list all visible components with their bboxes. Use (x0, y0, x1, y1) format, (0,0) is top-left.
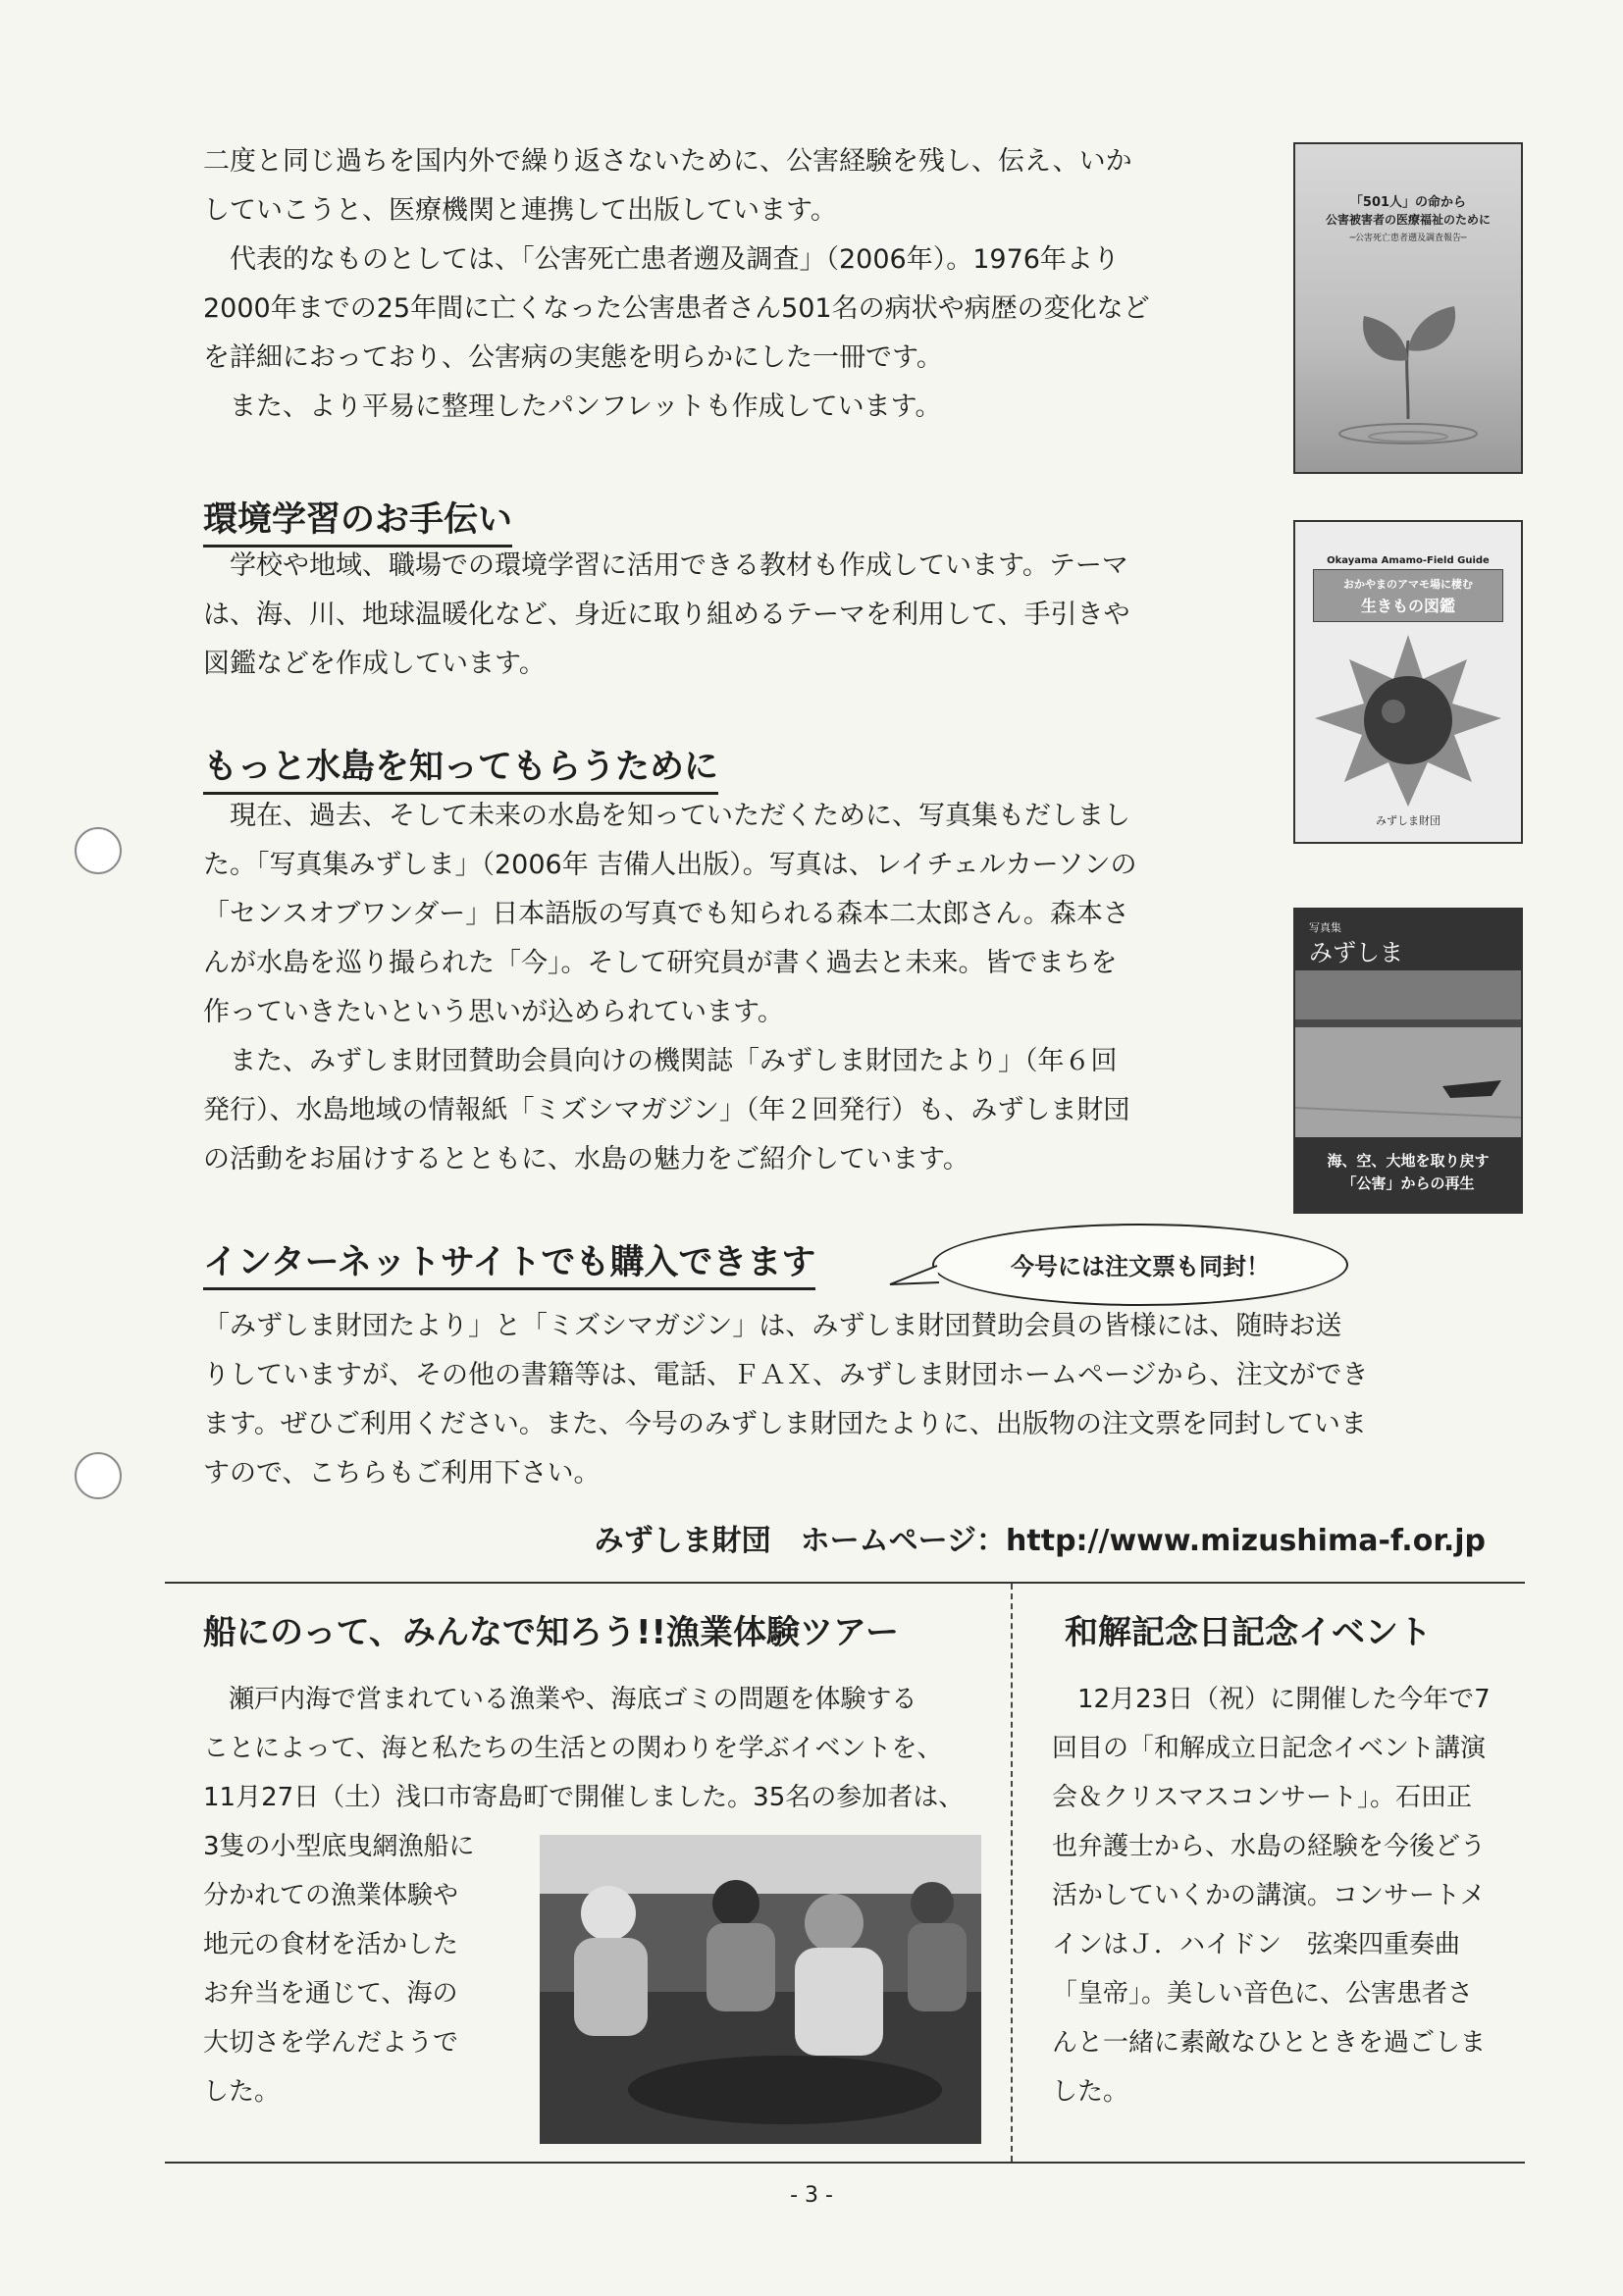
cover1-subtitle: ─公害死亡患者遡及調査報告─ (1349, 234, 1467, 243)
cover3-label: 写真集 (1309, 921, 1341, 934)
cover-amamo-field-guide (1293, 520, 1523, 844)
cover-photo-book-mizushima (1293, 908, 1523, 1214)
speech-bubble (932, 1224, 1348, 1306)
bubble-tail (888, 1261, 947, 1290)
cover3-slogan-a: 海、空、大地を取り戻す (1327, 1152, 1490, 1170)
tidal-flat-photo (1295, 970, 1521, 1137)
cover-501-report (1293, 142, 1523, 474)
cover2-title-b: 生きもの図鑑 (1360, 597, 1455, 615)
fishing-tour-paragraph-side: 3隻の小型底曳網漁船に 分かれての漁業体験や 地元の食材を活かした お弁当を通じて、海の 大切さを学んだようで した。 (203, 1832, 475, 2107)
punch-hole-top (75, 827, 122, 874)
heading-internet-purchase: インターネットサイトでも購入できます (203, 1238, 815, 1290)
cover2-title-a: おかやまのアマモ場に棲む (1343, 578, 1473, 591)
peace-event-paragraph: 12月23日（祝）に開催した今年で7 回目の「和解成立日記念イベント講演 会＆クリスマスコンサート」。石田正 也弁護士から、水島の経験を今後どう 活かしていくかの講演。コンサートメ インはＪ．ハイドン 弦楽四重奏曲 「皇帝」。美しい音色に、公害患者さ んと一緒に素敵なひとときを過ごしま した。 (1052, 1685, 1491, 2107)
homepage-url[interactable]: みずしま財団 ホームページ：http://www.mizushima-f.or.jp (594, 1524, 1486, 1558)
peace-event-title: 和解記念日記念イベント (1065, 1613, 1432, 1652)
cover3-title: みずしま (1309, 939, 1403, 966)
cover2-title-panel (1313, 569, 1503, 622)
intro-paragraph: 二度と同じ過ちを国内外で繰り返さないために、公害経験を残し、伝え、いか していこうと、医療機関と連携して出版しています。 代表的なものとしては、「公害死亡患者遡及調査」（2006年）。1976年より 2000年までの25年間に亡くなった公害患者さん501名の病状や病歴の変化など を詳細におっており、公害病の実態を明らかにした一冊です。 また、より平易に整理したパンフレットも作成しています。 (203, 146, 1150, 422)
env-paragraph: 学校や地域、職場での環境学習に活用できる教材も作成しています。テーマ は、海、川、地球温暖化など、身近に取り組めるテーマを利用して、手引きや 図鑑などを作成しています。 (203, 550, 1130, 679)
cover1-title-b: 公害被害者の医療福祉のために (1325, 213, 1491, 227)
sun-illustration (1295, 625, 1521, 821)
cover2-publisher: みずしま財団 (1376, 814, 1440, 827)
know-paragraph: 現在、過去、そして未来の水島を知っていただくために、写真集もだしまし た。「写真集みずしま」（2006年 吉備人出版）。写真は、レイチェルカーソンの 「センスオブワンダー」日本語版の写真でも知られる森本二太郎さん。森本さ んが水島を巡り撮られた「今」。そして研究員が書く過去と未来。皆でまちを 作っていきたいという思いが込められています。 また、みずしま財団賛助会員向けの機関誌「みずしま財団たより」（年６回 発行）、水島地域の情報紙「ミズシマガジン」（年２回発行）も、みずしま財団 の活動をお届けするとともに、水島の魅力をご紹介しています。 (203, 801, 1137, 1174)
bubble-text: 今号には注文票も同封！ (1011, 1253, 1270, 1280)
punch-hole-bottom (75, 1452, 122, 1499)
fishing-tour-paragraph: 瀬戸内海で営まれている漁業や、海底ゴミの問題を体験する ことによって、海と私たちの生活との関わりを学ぶイベントを、 11月27日（土）浅口市寄島町で開催しました。35名の参加者は、 (203, 1685, 965, 1812)
events-divider (1011, 1584, 1013, 2162)
fishing-photo (540, 1835, 981, 2144)
cover3-slogan-b: 「公害」からの再生 (1341, 1174, 1475, 1192)
heading-know-mizushima: もっと水島を知ってもらうために (203, 743, 718, 795)
fishing-tour-title: 船にのって、みんなで知ろう!!漁業体験ツアー (203, 1613, 899, 1652)
cover1-title-a: 「501人」の命から (1349, 195, 1467, 210)
cover2-series: Okayama Amamo-Field Guide (1327, 555, 1490, 566)
net-paragraph: 「みずしま財団たより」と「ミズシマガジン」は、みずしま財団賛助会員の皆様には、随時お送 りしていますが、その他の書籍等は、電話、ＦＡＸ、みずしま財団ホームページから、注文ができ ます。ぜひご利用ください。また、今号のみずしま財団たよりに、出版物の注文票を同封していま すので、こちらもご利用下さい。 (203, 1311, 1369, 1488)
heading-environment-learning: 環境学習のお手伝い (203, 496, 512, 548)
page-number: - 3 - (790, 2183, 833, 2208)
sprout-illustration (1295, 272, 1521, 468)
